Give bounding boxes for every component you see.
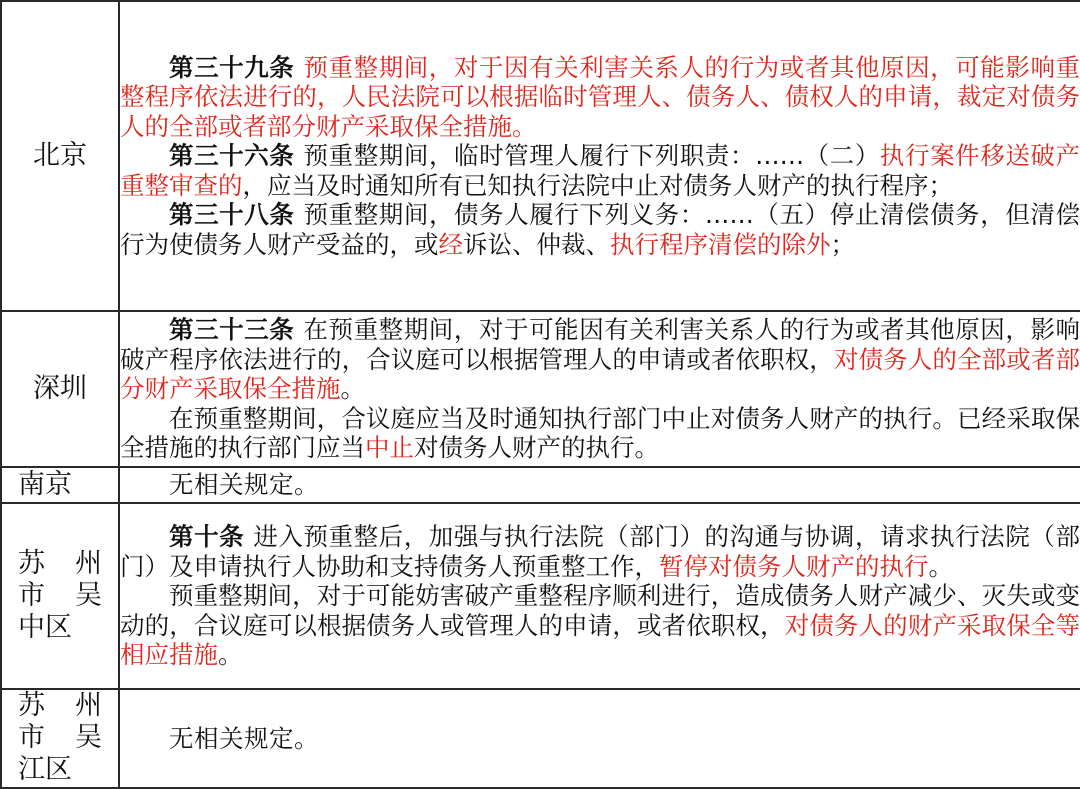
region-cell <box>1 311 119 467</box>
provision-cell <box>119 311 1080 467</box>
region-cell <box>1 689 119 788</box>
provision-paragraph <box>120 522 1080 581</box>
provision-paragraph <box>120 53 1080 142</box>
region-label-line <box>18 722 102 754</box>
provision-text: 诉讼、仲裁、 <box>463 229 610 259</box>
region-label-part: 中区 <box>18 611 72 643</box>
region-label-part: 江区 <box>18 754 72 785</box>
region-label-part: 州 <box>75 547 102 579</box>
region-label-line <box>18 690 102 722</box>
provision-text: 预重整期间，对于可能妨害破产重整程序顺利进行，造成债务人财产减少、灭失或变动的，合议庭可以根据债务人或管理人的申请，或者依职权， <box>120 581 1080 640</box>
provision-paragraph <box>120 724 1080 754</box>
highlighted-text: 预重整期间，对于因有关利害关系人的行为或者其他原因，可能影响重整程序依法进行的，人民法院可以根据临时管理人、债务人、债权人的申请，裁定对债务人的全部或者部分财产采取保全措施。 <box>120 52 1080 141</box>
table-row <box>1 1 1080 311</box>
region-label: 深圳 <box>33 373 87 404</box>
provision-paragraph <box>120 141 1080 200</box>
provision-text: 在预重整期间，对于可能因有关利害关系人的行为或者其他原因，影响破产程序依法进行的，合议庭可以根据管理人的申请或者依职权， <box>120 315 1080 374</box>
region-label-part: 市 <box>18 722 45 753</box>
provision-text: 。 <box>218 640 243 670</box>
provision-text: 预重整期间，债务人履行下列义务：……（五）停止清偿债务，但清偿行为使债务人财产受益的，或 <box>120 200 1080 259</box>
provision-text: 对债务人财产的执行。 <box>414 433 659 463</box>
provision-text: ； <box>830 229 855 259</box>
highlighted-text: 执行程序清偿的除外 <box>610 229 831 259</box>
provision-cell <box>119 689 1080 788</box>
provision-text: 在预重整期间，合议庭应当及时通知执行部门中止对债务人财产的执行。已经采取保全措施的执行部门应当 <box>120 403 1080 463</box>
provision-paragraph <box>120 470 1080 500</box>
provision-text: 进入预重整后，加强与执行法院（部门）的沟通与协调，请求执行法院（部门）及申请执行人协助和支持债务人预重整工作， <box>120 522 1080 581</box>
highlighted-text: 执行案件移送破产重整审查的 <box>120 141 1080 200</box>
region-label-part: 苏 <box>18 547 45 579</box>
article-number: 第三十三条 <box>169 315 304 345</box>
provision-paragraph <box>120 315 1080 404</box>
region-label-line <box>18 548 102 580</box>
article-number: 第三十八条 <box>169 200 304 230</box>
region-cell <box>1 1 119 311</box>
provision-text: 无相关规定。 <box>169 723 319 753</box>
provision-text: 。 <box>928 551 953 581</box>
region-cell <box>1 467 119 503</box>
provision-text: 。 <box>340 374 365 404</box>
article-number: 第三十九条 <box>169 52 304 82</box>
region-label-part: 吴 <box>75 579 102 611</box>
highlighted-text: 经 <box>438 229 463 259</box>
highlighted-text: 中止 <box>365 433 414 463</box>
region-cell <box>1 503 119 689</box>
article-number: 第三十六条 <box>169 141 304 171</box>
region-label-part: 州 <box>75 690 102 721</box>
table-row <box>1 503 1080 689</box>
region-label: 北京 <box>33 140 87 171</box>
provision-text: 无相关规定。 <box>169 470 319 500</box>
region-label-line <box>18 580 102 612</box>
region-label-line <box>18 612 102 644</box>
provision-cell <box>119 467 1080 503</box>
highlighted-text: 暂停对债务人财产的执行 <box>659 551 929 581</box>
region-label-part: 吴 <box>75 722 102 753</box>
highlighted-text: 对债务人的财产采取保全等相应措施 <box>120 610 1080 670</box>
provision-cell <box>119 1 1080 311</box>
provision-cell <box>119 503 1080 689</box>
region-label-part: 市 <box>18 579 45 611</box>
table-row <box>1 689 1080 788</box>
provision-text: 预重整期间，临时管理人履行下列职责：……（二） <box>303 141 880 171</box>
highlighted-text: 对债务人的全部或者部分财产采取保全措施 <box>120 344 1080 404</box>
region-label: 南京 <box>18 469 72 500</box>
provision-paragraph <box>120 200 1080 259</box>
region-label-part: 苏 <box>18 690 45 721</box>
region-label <box>18 690 102 786</box>
article-number: 第十条 <box>169 522 254 552</box>
region-label-line <box>18 754 102 786</box>
region-label <box>18 548 102 644</box>
table-row <box>1 467 1080 503</box>
provision-text: ，应当及时通知所有已知执行法院中止对债务人财产的执行程序； <box>242 170 953 200</box>
table-row <box>1 311 1080 467</box>
provision-paragraph <box>120 581 1080 670</box>
provision-paragraph <box>120 404 1080 463</box>
